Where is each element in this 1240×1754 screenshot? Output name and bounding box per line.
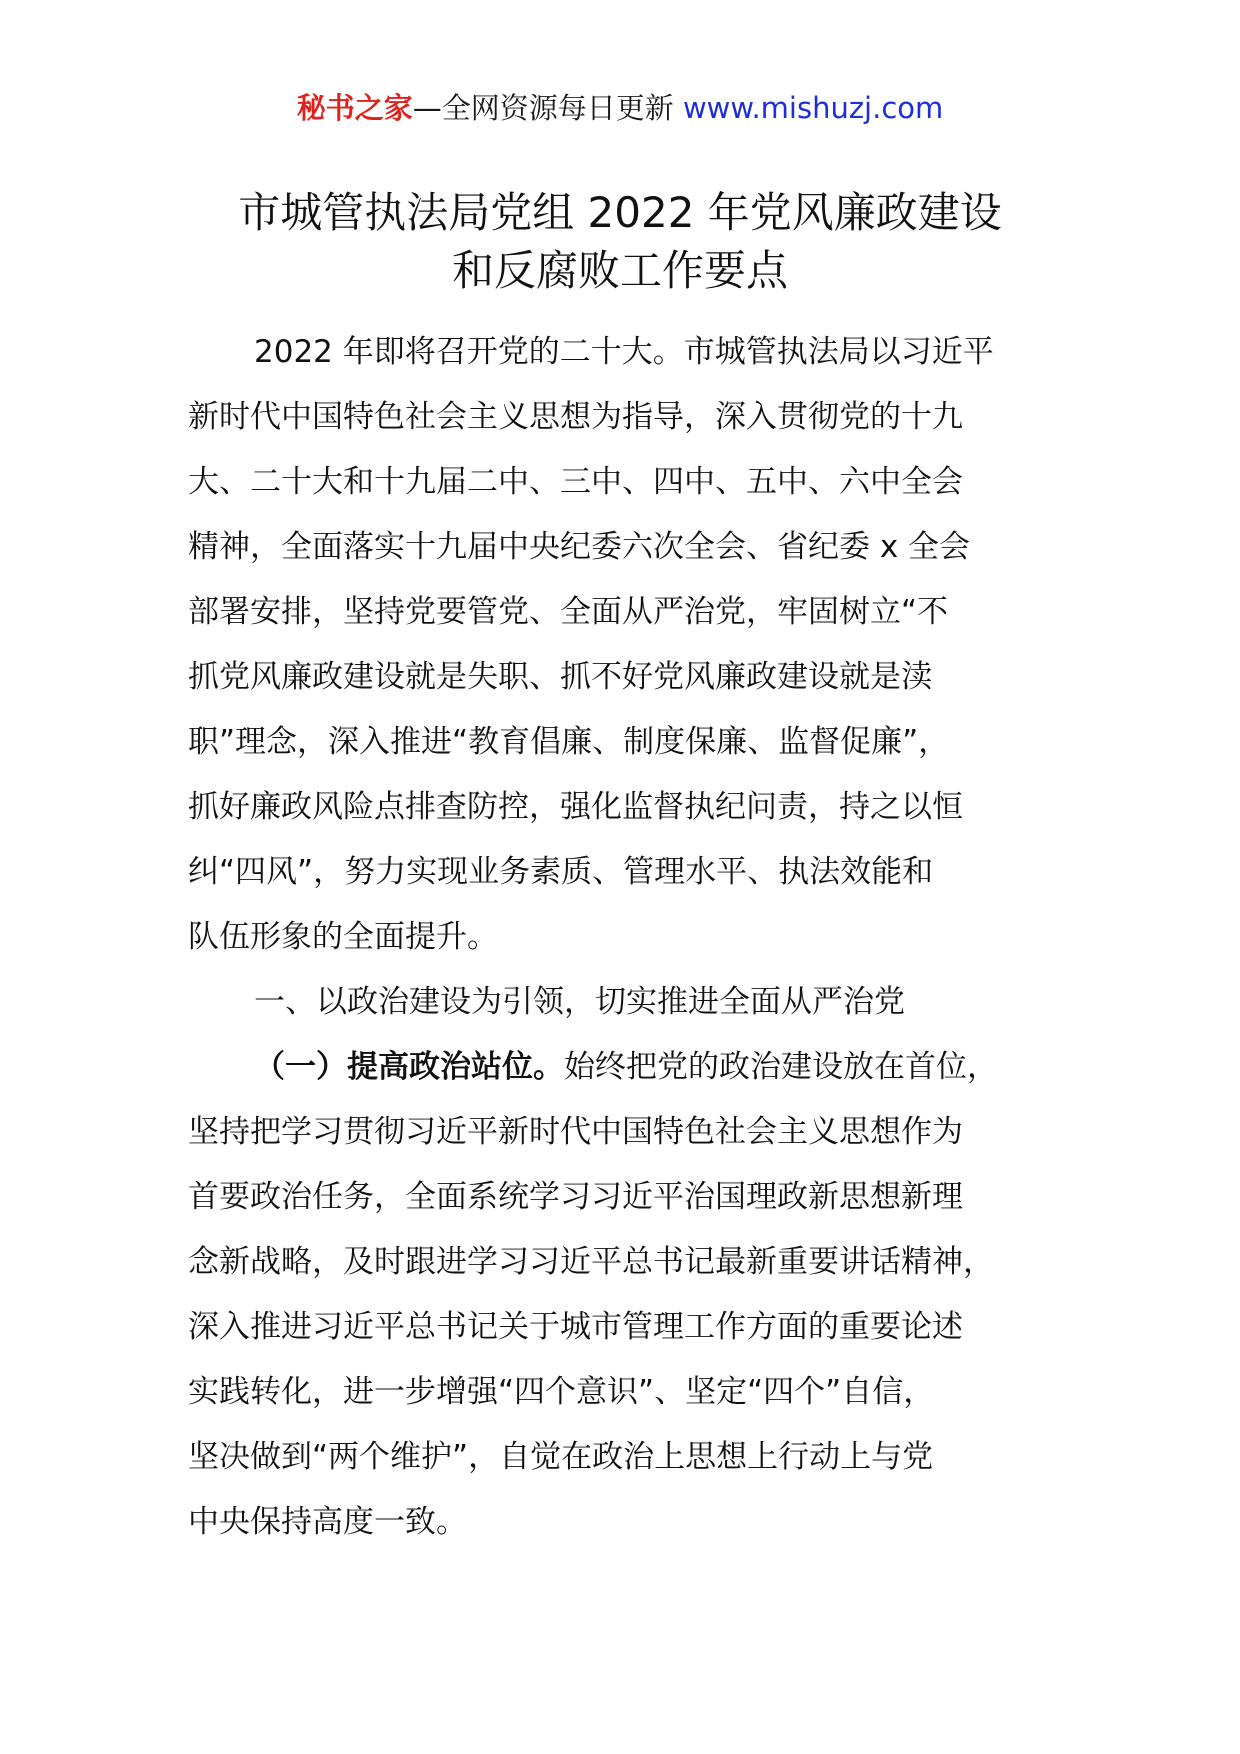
text-line: 2022 年即将召开党的二十大。市城管执法局以习近平 bbox=[254, 334, 994, 370]
text-line: 抓好廉政风险点排查防控，强化监督执纪问责，持之以恒 bbox=[188, 789, 963, 825]
text-line: 坚持把学习贯彻习近平新时代中国特色社会主义思想作为 bbox=[188, 1114, 963, 1150]
paragraph-intro bbox=[188, 320, 1058, 970]
document-title bbox=[150, 184, 1090, 300]
text-line bbox=[188, 1035, 1058, 1100]
text-line: 部署安排，坚持党要管党、全面从严治党，牢固树立“不 bbox=[188, 594, 949, 630]
text-line: 深入推进习近平总书记关于城市管理工作方面的重要论述 bbox=[188, 1309, 963, 1345]
text-line: 队伍形象的全面提升。 bbox=[188, 919, 498, 955]
text-line: 职”理念，深入推进“教育倡廉、制度保廉、监督促廉”， bbox=[188, 724, 950, 760]
item-lead-heading: （一）提高政治站位。 bbox=[254, 1049, 564, 1085]
text-line: 坚决做到“两个维护”，自觉在政治上思想上行动上与党 bbox=[188, 1439, 934, 1475]
text-line: 大、二十大和十九届二中、三中、四中、五中、六中全会 bbox=[188, 464, 963, 500]
site-url-link[interactable]: www.mishuzj.com bbox=[682, 91, 944, 125]
title-line-2: 和反腐败工作要点 bbox=[451, 246, 788, 295]
text-line: 中央保持高度一致。 bbox=[188, 1504, 467, 1540]
section-heading: 一、以政治建设为引领，切实推进全面从严治党 bbox=[254, 984, 905, 1020]
text-line: 实践转化，进一步增强“四个意识”、坚定“四个”自信， bbox=[188, 1374, 935, 1410]
text-line: 抓党风廉政建设就是失职、抓不好党风廉政建设就是渎 bbox=[188, 659, 932, 695]
text-line: 首要政治任务，全面系统学习习近平治国理政新思想新理 bbox=[188, 1179, 963, 1215]
text-line: 纠“四风”，努力实现业务素质、管理水平、执法效能和 bbox=[188, 854, 934, 890]
item-first-line-text: 始终把党的政治建设放在首位， bbox=[564, 1049, 998, 1085]
site-brand: 秘书之家 bbox=[296, 91, 413, 125]
text-line: 新时代中国特色社会主义思想为指导，深入贯彻党的十九 bbox=[188, 399, 963, 435]
text-line: 精神，全面落实十九届中央纪委六次全会、省纪委 x 全会 bbox=[188, 529, 971, 565]
paragraph-item-1 bbox=[188, 1035, 1058, 1555]
document-body bbox=[188, 320, 1058, 1555]
title-line-1: 市城管执法局党组 2022 年党风廉政建设 bbox=[238, 188, 1002, 237]
site-header bbox=[0, 88, 1240, 128]
site-tagline: —全网资源每日更新 bbox=[412, 91, 674, 125]
text-line: 念新战略，及时跟进学习习近平总书记最新重要讲话精神， bbox=[188, 1244, 994, 1280]
